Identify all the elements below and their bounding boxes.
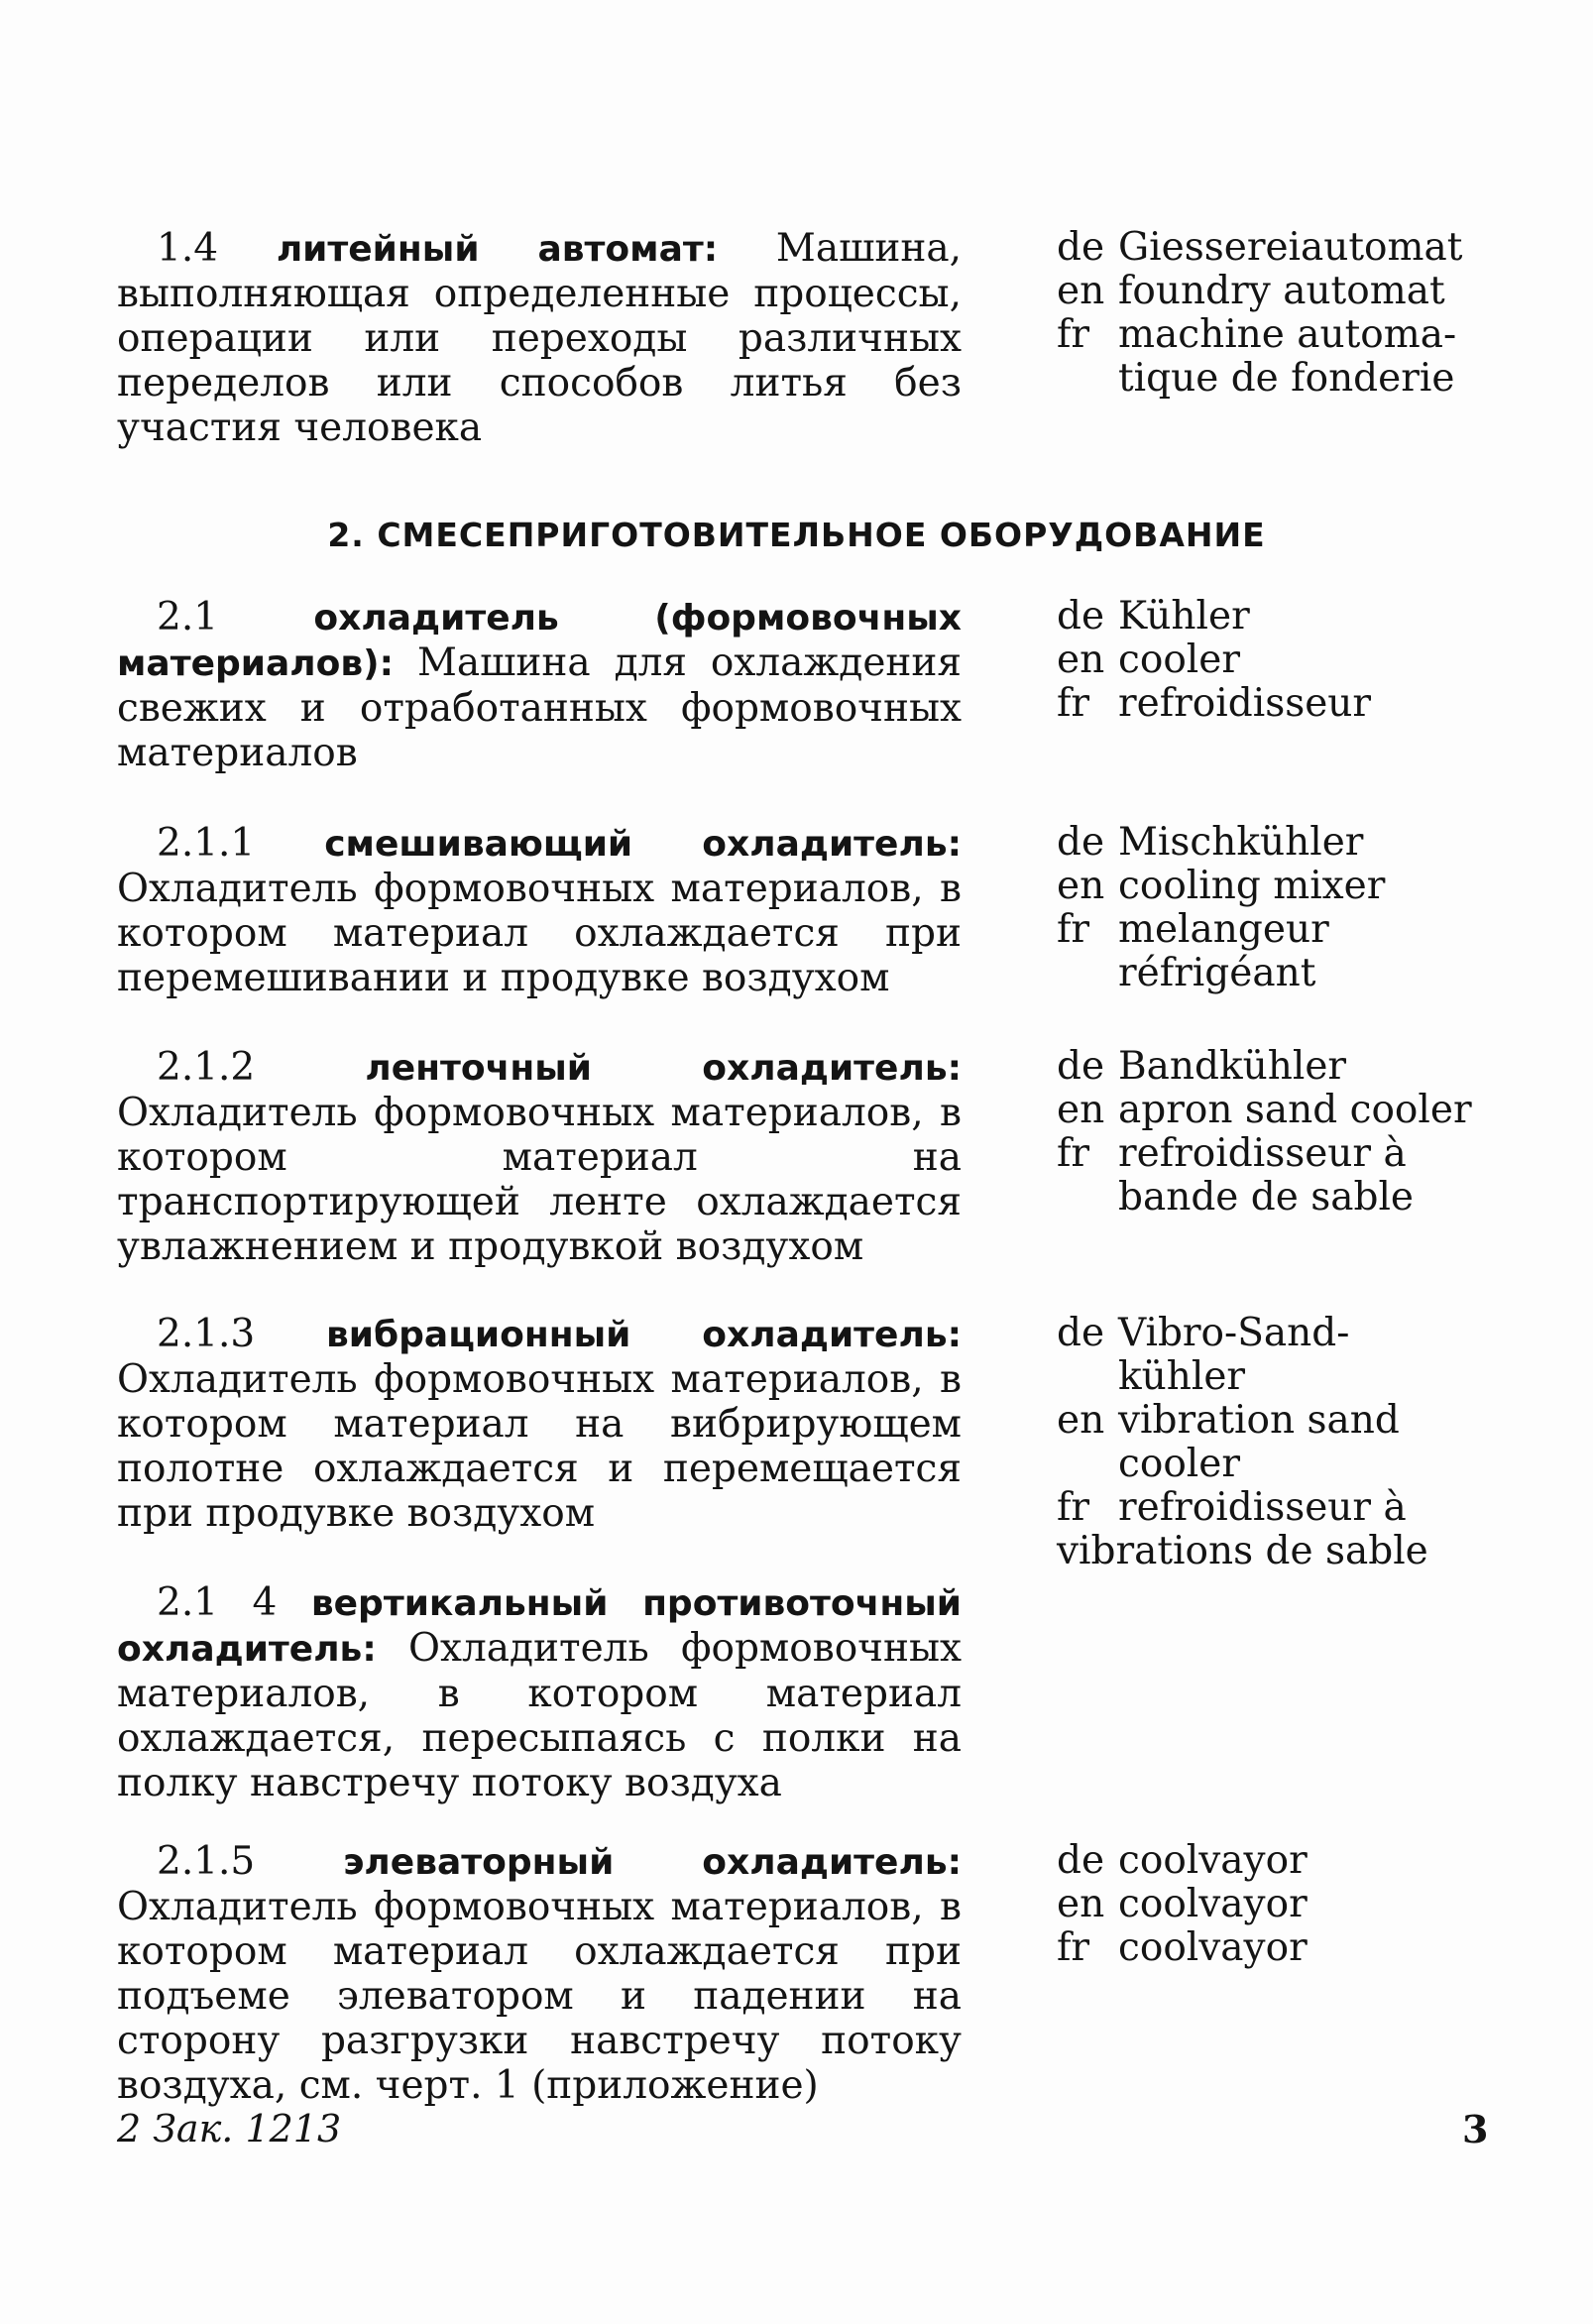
entry-definition: Охладитель формовочных материалов, в котором материал охлаждается при перемешивании и продувке воздухом: [117, 867, 962, 1000]
translations: [1057, 1045, 1493, 1220]
lang-code: de: [1057, 1838, 1105, 1883]
lang-code: fr: [1057, 312, 1090, 357]
lang-code: fr: [1057, 1925, 1090, 1970]
definition: [117, 226, 962, 450]
definition: [117, 1312, 962, 1536]
entry-definition: Охладитель формовочных материалов, в котором материал на вибрирующем полотне охлаждается и перемещается при продувке воздухом: [117, 1357, 962, 1536]
entry-definition: Охладитель формовочных материалов, в котором материал охлаждается при подъеме элеватором и падении на сторону разгрузки навстречу потоку воздуха, см. черт. 1 (приложение): [117, 1885, 962, 2108]
translation-term: refroidisseur: [1118, 681, 1372, 726]
lang-code: de: [1057, 820, 1105, 865]
translation-term: melangeur: [1118, 907, 1329, 952]
translation-term: refroidisseur à: [1118, 1485, 1407, 1530]
entry-number: 2.1.1: [157, 821, 256, 866]
lang-code: en: [1057, 1398, 1105, 1443]
lang-code: en: [1057, 269, 1105, 313]
definition: [117, 1839, 962, 2108]
entry-term: смешивающий охладитель:: [324, 824, 962, 865]
translation-term-continued: cooler: [1118, 1442, 1240, 1486]
translation-term: coolvayor: [1118, 1882, 1308, 1926]
translation-term: cooler: [1118, 638, 1240, 682]
entry-term: литейный автомат:: [276, 229, 719, 270]
entry-number: 1.4: [157, 226, 219, 271]
section-heading: 2. СМЕСЕПРИГОТОВИТЕЛЬНОЕ ОБОРУДОВАНИЕ: [327, 516, 1266, 554]
translation-term: machine automa-: [1118, 312, 1457, 357]
entry-term: вибрационный охладитель:: [326, 1315, 962, 1355]
lang-code: en: [1057, 864, 1105, 908]
lang-code: en: [1057, 1088, 1105, 1132]
lang-code: de: [1057, 225, 1105, 270]
entry-number: 2.1: [157, 595, 219, 639]
page-number: 3: [1462, 2107, 1489, 2151]
entry-definition: Машина для охлаждения свежих и отработанных формовочных материалов: [117, 640, 962, 775]
entry-number: 2.1.2: [157, 1045, 256, 1090]
definition: [117, 821, 962, 1000]
translation-term: coolvayor: [1118, 1925, 1308, 1970]
translation-term-continued: bande de sable: [1118, 1175, 1415, 1220]
entry-number: 2.1.5: [157, 1839, 256, 1884]
lang-code: en: [1057, 638, 1105, 682]
translation-term: foundry automat: [1118, 269, 1445, 313]
translation-term-continued: kühler: [1118, 1354, 1246, 1399]
lang-code: fr: [1057, 681, 1090, 726]
translation-term: Vibro-Sand-: [1118, 1311, 1350, 1355]
translations: [1057, 595, 1493, 726]
entry-term: вертикальный противоточный охладитель:: [117, 1583, 963, 1670]
translation-term: refroidisseur à: [1118, 1131, 1407, 1176]
definition: [117, 1580, 962, 1805]
lang-code: fr: [1057, 1485, 1090, 1530]
translation-term: cooling mixer: [1118, 864, 1386, 908]
entry-number: 2.1 4: [157, 1580, 278, 1625]
translations: [1057, 226, 1493, 401]
entry-number: 2.1.3: [157, 1312, 256, 1356]
translation-term: Bandkühler: [1118, 1044, 1347, 1089]
translation-term: coolvayor: [1118, 1838, 1308, 1883]
translation-term-continued: tique de fonderie: [1118, 356, 1455, 401]
entry-term: ленточный охладитель:: [365, 1048, 962, 1089]
definition: [117, 1045, 962, 1269]
lang-code: en: [1057, 1882, 1105, 1926]
lang-code: fr: [1057, 907, 1090, 952]
entry-definition: Охладитель формовочных материалов, в котором материал охлаждается, пересыпаясь с полки на полку навстречу потоку воздуха: [117, 1626, 962, 1805]
translations: [1057, 1839, 1493, 1970]
translation-term: Giessereiautomat: [1118, 225, 1463, 270]
lang-code: de: [1057, 1311, 1105, 1355]
entry-definition: Охладитель формовочных материалов, в котором материал на транспортирующей ленте охлаждается увлажнением и продувкой воздухом: [117, 1091, 962, 1269]
lang-code: de: [1057, 1044, 1105, 1089]
translations: [1057, 1312, 1493, 1573]
entry-term: элеваторный охладитель:: [343, 1842, 962, 1883]
translation-term: Kühler: [1118, 594, 1250, 639]
translation-term-continued: vibrations de sable: [1057, 1529, 1428, 1573]
order-number: 2 Зак. 1213: [117, 2107, 342, 2150]
translation-term: Mischkühler: [1118, 820, 1364, 865]
definition: [117, 595, 962, 775]
entry-definition: Машина, выполняющая определенные процессы, операции или переходы различных переделов или способов литья без участия человека: [117, 226, 962, 450]
translation-term: apron sand cooler: [1118, 1088, 1472, 1132]
lang-code: de: [1057, 594, 1105, 639]
translation-term-continued: réfrigéant: [1118, 951, 1316, 995]
translation-term: vibration sand: [1118, 1398, 1400, 1443]
entry-term: охладитель (формовочных материалов):: [117, 598, 962, 684]
lang-code: fr: [1057, 1131, 1090, 1176]
translations: [1057, 821, 1493, 995]
